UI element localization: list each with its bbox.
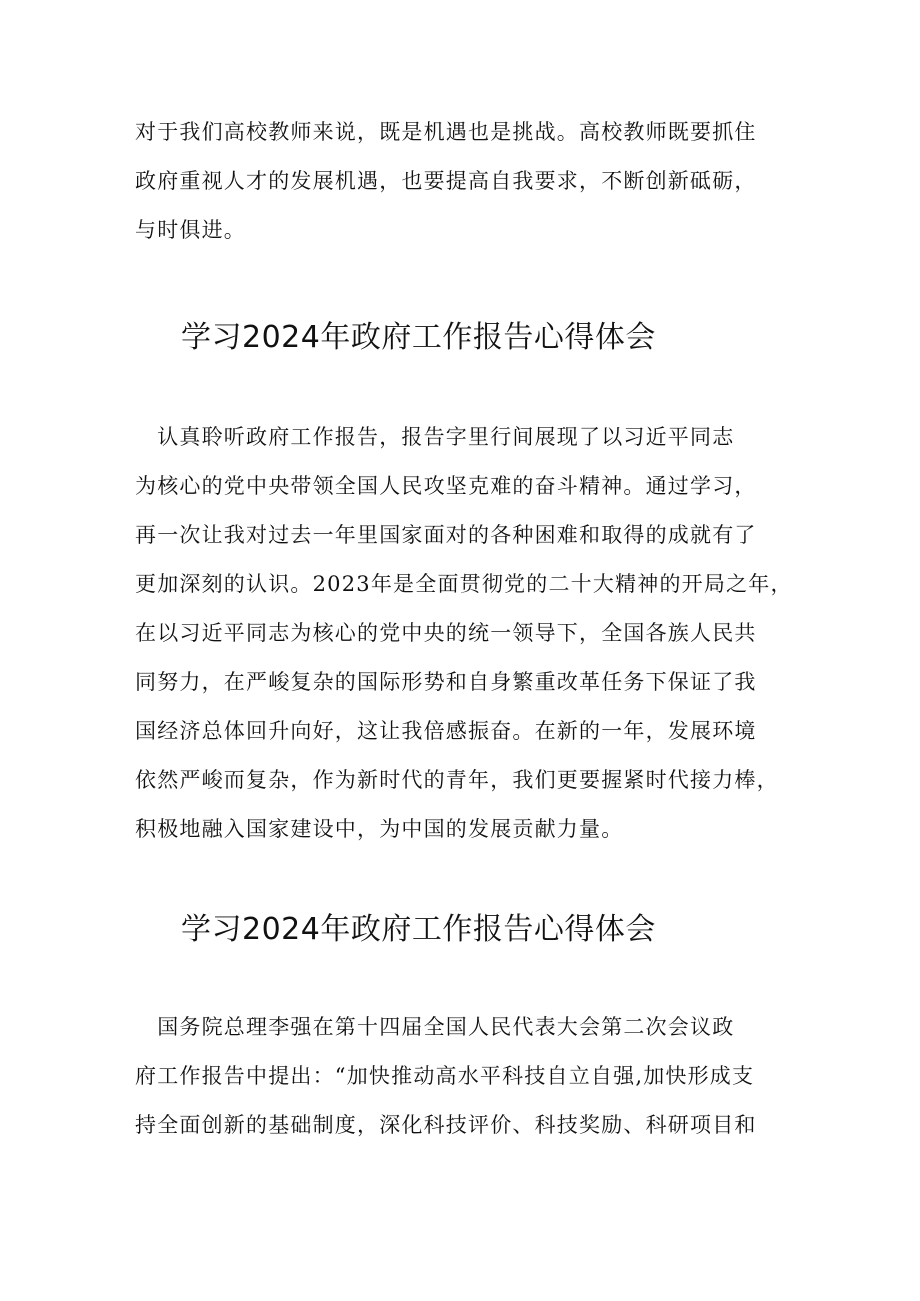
section-heading-2: 学习2024年政府工作报告心得体会	[181, 912, 656, 947]
section-2-paragraph	[135, 1003, 800, 1150]
paragraph-line: 为核心的党中央带领全国人民攻坚克难的奋斗精神。通过学习，	[135, 474, 757, 498]
paragraph-line: 积极地融入国家建设中，为中国的发展贡献力量。	[135, 817, 624, 841]
paragraph-line: 依然严峻而复杂，作为新时代的青年，我们更要握紧时代接力棒，	[135, 768, 779, 792]
intro-paragraph	[135, 108, 800, 255]
paragraph-line: 在以习近平同志为核心的党中央的统一领导下，全国各族人民共	[135, 621, 757, 645]
paragraph-line: 对于我们高校教师来说，既是机遇也是挑战。高校教师既要抓住	[135, 120, 757, 144]
paragraph-line: 持全面创新的基础制度，深化科技评价、科技奖励、科研项目和	[135, 1113, 757, 1137]
paragraph-line: 与时俱进。	[135, 218, 246, 242]
paragraph-line: 同努力，在严峻复杂的国际形势和自身繁重改革任务下保证了我	[135, 670, 757, 694]
paragraph-line: 认真聆听政府工作报告，报告字里行间展现了以习近平同志	[135, 425, 735, 449]
section-heading-1: 学习2024年政府工作报告心得体会	[181, 320, 656, 355]
paragraph-line: 国务院总理李强在第十四届全国人民代表大会第二次会议政	[135, 1015, 735, 1039]
paragraph-line: 再一次让我对过去一年里国家面对的各种困难和取得的成就有了	[135, 523, 757, 547]
paragraph-line: 政府重视人才的发展机遇，也要提高自我要求，不断创新砥砺，	[135, 169, 757, 193]
paragraph-line: 更加深刻的认识。2023年是全面贯彻党的二十大精神的开局之年，	[135, 572, 793, 596]
paragraph-line: 国经济总体回升向好，这让我倍感振奋。在新的一年，发展环境	[135, 719, 757, 743]
section-1-paragraph	[135, 413, 800, 854]
paragraph-line: 府工作报告中提出：“加快推动高水平科技自立自强,加快形成支	[135, 1064, 755, 1088]
